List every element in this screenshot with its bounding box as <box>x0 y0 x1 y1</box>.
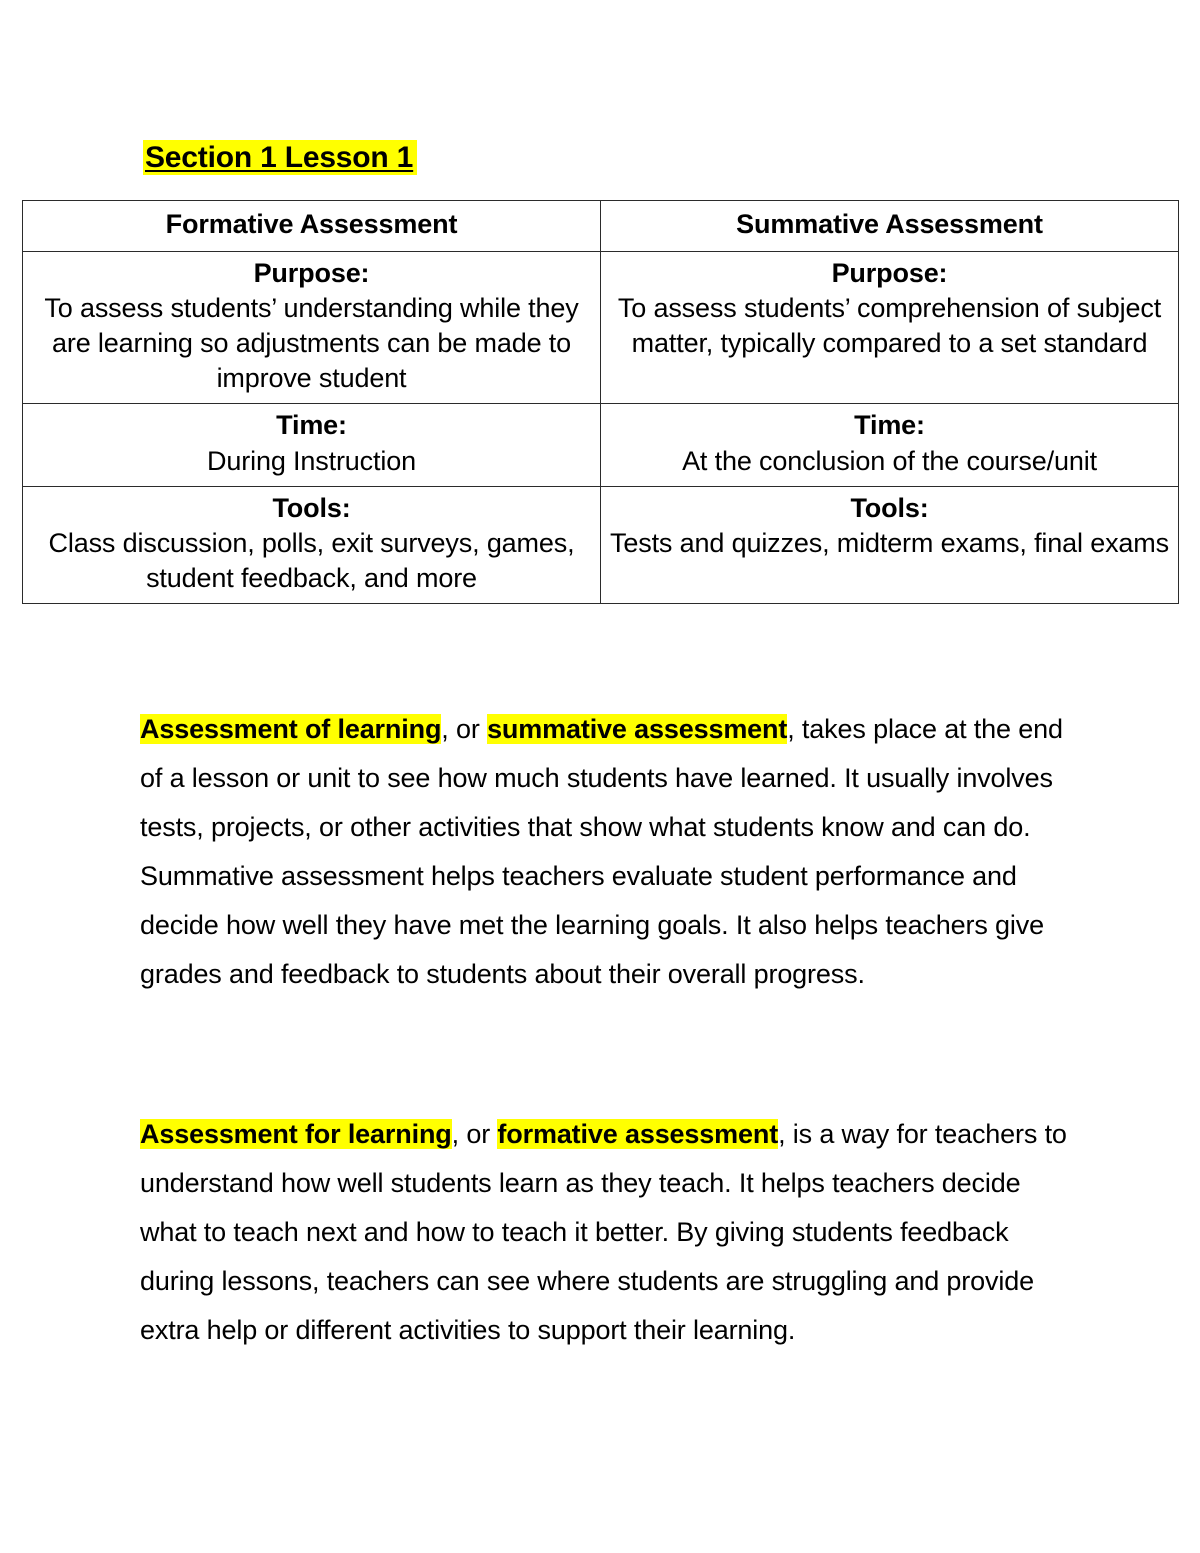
formative-paragraph <box>140 1110 1070 1355</box>
column-header-summative: Summative Assessment <box>601 201 1179 252</box>
cell-text-time-formative: During Instruction <box>207 445 416 476</box>
summative-paragraph <box>140 705 1070 999</box>
summative-paragraph-block <box>140 705 1070 999</box>
formative-body-text: , is a way for teachers to understand how well students learn as they teach. It helps teachers decide what to teach next and how to teach it better. By giving students feedback during lessons, teachers can see where students are struggling and provide extra help or different activities to support their learning. <box>140 1119 1067 1345</box>
table-row <box>23 252 1179 404</box>
summative-body-text: , takes place at the end of a lesson or unit to see how much students have learned. It usually involves tests, projects, or other activities that show what students know and can do. Summative assessment helps teachers evaluate student performance and decide how well they have met the learning goals. It also helps teachers give grades and feedback to students about their overall progress. <box>140 714 1063 989</box>
column-header-formative: Formative Assessment <box>23 201 601 252</box>
page-title <box>143 140 417 175</box>
cell-text-tools-summative: Tests and quizzes, midterm exams, final exams <box>610 527 1169 558</box>
highlight-summative-assessment: summative assessment <box>487 714 788 744</box>
cell-text-time-summative: At the conclusion of the course/unit <box>682 445 1097 476</box>
cell-label-tools-formative: Tools: <box>272 492 351 523</box>
cell-label-time-summative: Time: <box>854 410 925 441</box>
cell-label-time-formative: Time: <box>276 410 347 441</box>
cell-text-purpose-formative: To assess students’ understanding while they are learning so adjustments can be made to improve student <box>44 293 579 394</box>
cell-time-summative <box>601 404 1179 486</box>
cell-tools-summative <box>601 486 1179 603</box>
formative-connector: , or <box>451 1119 498 1149</box>
table-row <box>23 404 1179 486</box>
assessment-comparison-table <box>22 200 1179 604</box>
cell-text-tools-formative: Class discussion, polls, exit surveys, games, student feedback, and more <box>48 527 575 593</box>
formative-paragraph-block <box>140 1110 1070 1355</box>
cell-time-formative <box>23 404 601 486</box>
cell-label-purpose-formative: Purpose: <box>253 258 370 289</box>
cell-tools-formative <box>23 486 601 603</box>
table-header-row <box>23 201 1179 252</box>
cell-label-purpose-summative: Purpose: <box>831 258 948 289</box>
cell-purpose-summative <box>601 252 1179 404</box>
highlight-formative-assessment: formative assessment <box>497 1119 779 1149</box>
highlight-assessment-of-learning: Assessment of learning <box>140 714 442 744</box>
page-title-text: Section 1 Lesson 1 <box>143 140 417 175</box>
summative-connector: , or <box>441 714 488 744</box>
cell-purpose-formative <box>23 252 601 404</box>
highlight-assessment-for-learning: Assessment for learning <box>140 1119 452 1149</box>
cell-label-tools-summative: Tools: <box>850 492 929 523</box>
table-row <box>23 486 1179 603</box>
cell-text-purpose-summative: To assess students’ comprehension of subject matter, typically compared to a set standard <box>617 293 1162 359</box>
